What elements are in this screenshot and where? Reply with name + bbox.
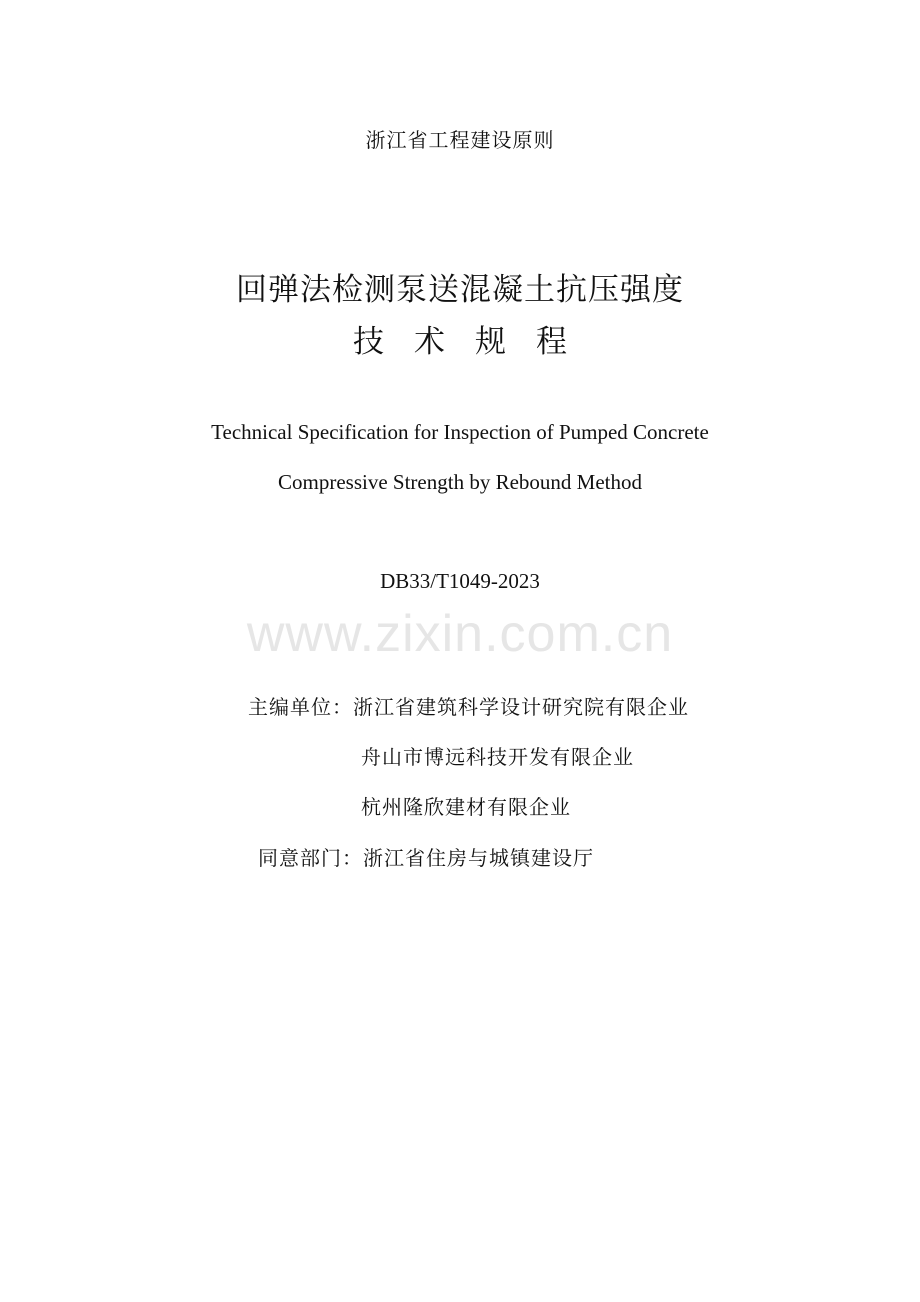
editors-label: 主编单位： — [248, 695, 353, 719]
editor-unit-3: 杭州隆欣建材有限企业 — [361, 795, 571, 819]
editor-row-1 — [248, 691, 689, 720]
approval-row — [258, 842, 594, 871]
editor-unit-1: 浙江省建筑科学设计研究院有限企业 — [353, 695, 689, 719]
english-title-line-1: Technical Specification for Inspection of Pumped Concrete — [211, 420, 709, 444]
approval-department: 浙江省住房与城镇建设厅 — [363, 846, 594, 870]
standard-series: 浙江省工程建设原则 — [365, 128, 555, 152]
document-title: 回弹法检测泵送混凝土抗压强度 — [236, 272, 684, 308]
english-title-line-2: Compressive Strength by Rebound Method — [278, 470, 642, 494]
standard-code: DB33/T1049-2023 — [380, 569, 540, 593]
watermark: www.zixin.com.cn — [246, 605, 674, 663]
document-subtitle: 技术规程 — [353, 324, 597, 360]
editor-unit-2: 舟山市博远科技开发有限企业 — [361, 745, 634, 769]
approval-label: 同意部门： — [258, 846, 363, 870]
